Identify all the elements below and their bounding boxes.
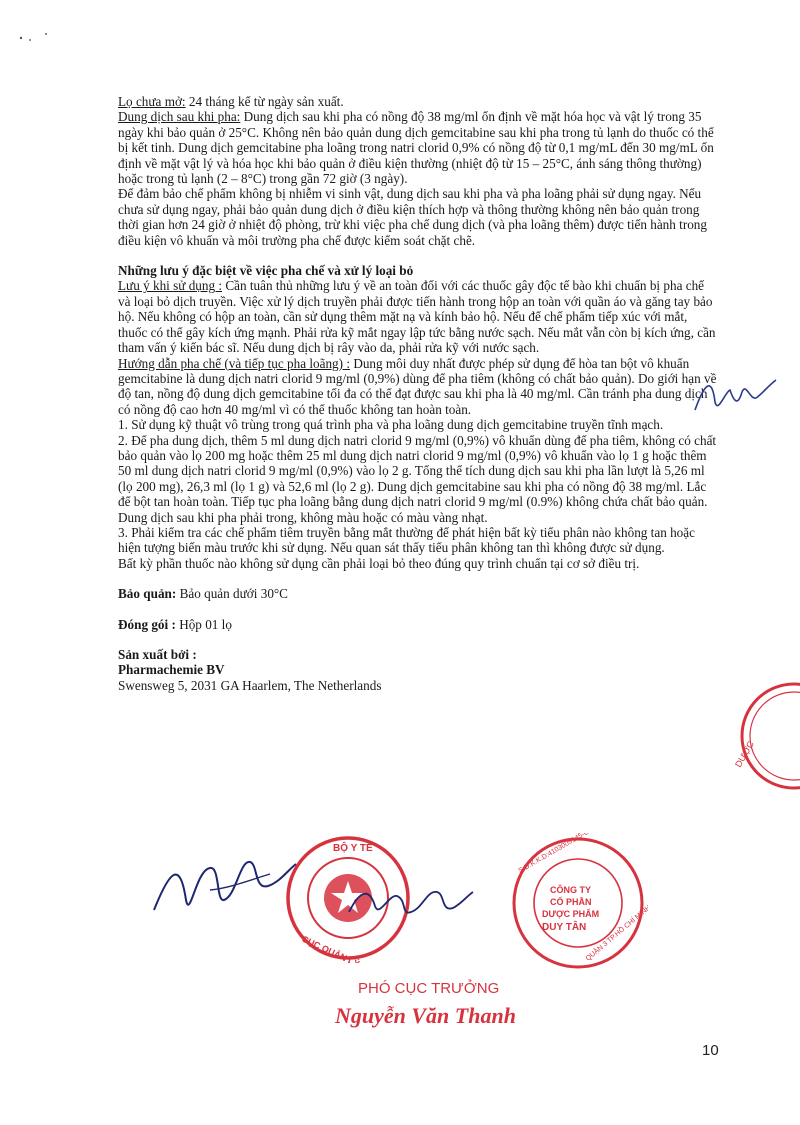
after-reconstitution: Dung dịch sau khi pha: Dung dịch sau khi pha có nồng độ 38 mg/ml ổn định về mặt hóa học và vật lý trong 35 ngày khi bảo quản ở 25°C. Không nên bảo quản dung dịch gemcitabine sau khi pha trong tủ lạnh do thuốc có thể bị kết tinh. Dung dịch gemcitabine pha loãng trong natri clorid 0,9% có nồng độ từ 0,1 mg/mL đến 30 mg/mL ổn định về mặt vật lý và hóa học khi bảo quản ở điều kiện thường (nhiệt độ từ 15 – 25°C, ánh sáng thông thường) hoặc trong tủ lạnh (2 – 8°C) trong gần 72 giờ (3 ngày). — [118, 109, 714, 187]
svg-text:DUY TÂN: DUY TÂN — [542, 922, 587, 933]
manufacturer-name: Pharmachemie BV — [118, 662, 225, 678]
preparation-guide: Hướng dẫn pha chế (và tiếp tục pha loãng) : Dung môi duy nhất được phép sử dụng để hòa tan bột vô khuẩn gemcitabine là dung dịch natri clorid 9 mg/ml (0,9%) dùng để pha tiêm (không có chất bảo quản). Do giới hạn về độ tan, nồng độ dung dịch gemcitabine tối đa có thể đạt được sau khi pha là 40 mg/ml. Cần tránh pha dung dịch có nồng độ cao hơn 40 mg/ml vì có thể thuốc không tan hoàn toàn. — [118, 355, 717, 417]
storage-line: Bảo quản: Bảo quản dưới 30°C — [118, 586, 288, 602]
step-3: 3. Phải kiểm tra các chế phẩm tiêm truyền bằng mắt thường để phát hiện bất kỳ tiểu phân nào không tan hoặc hiện tượng biến màu trước khi sử dụng. Nếu quan sát thấy tiểu phân không tan thì không được sử dụng. — [118, 524, 695, 556]
signature-left — [150, 850, 300, 935]
partial-seal-right — [722, 676, 800, 801]
manufacturer-address: Swensweg 5, 2031 GA Haarlem, The Netherlands — [118, 677, 382, 693]
svg-text:QUẬN 3 TP.HỒ CHÍ MINH: QUẬN 3 TP.HỒ CHÍ MINH — [584, 904, 648, 963]
microbiology-note: Để đảm bảo chế phẩm không bị nhiễm vi sinh vật, dung dịch sau khi pha và pha loãng phải sử dụng ngay. Nếu chưa sử dụng ngay, phải bảo quản dung dịch ở điều kiện thích hợp và thông thường không nên bảo quản trong thời gian hơn 24 giờ ở nhiệt độ phòng, trừ khi việc pha chế dung dịch (và pha loãng thêm) được tiến hành trong điều kiện vô khuẩn và môi trường pha chế được kiểm soát chặt chẽ. — [118, 186, 707, 248]
packaging-line: Đóng gói : Hộp 01 lọ — [118, 616, 232, 632]
step-2: 2. Để pha dung dịch, thêm 5 ml dung dịch natri clorid 9 mg/ml (0,9%) vô khuẩn dùng để pha tiêm, không có chất bảo quản vào lọ 200 mg hoặc thêm 25 ml dung dịch natri clorid 9 mg/ml (0,9%) vô khuẩn vào lọ 1 g hoặc thêm 50 ml dung dịch natri clorid 9 mg/ml (0,9%) vào lọ 2 g. Tổng thể tích dung dịch sau khi pha lần lượt là 5,26 ml (lọ 200 mg), 26,3 ml (lọ 1 g) và 52,6 ml (lọ 2 g). Dung dịch gemcitabine sau khi pha có nồng độ 38 mg/ml. Lắc để bột tan hoàn toàn. Tiếp tục pha loãng bằng dung dịch natri clorid 9 mg/ml (0.9%) không chứa chất bảo quản. Dung dịch sau khi pha phải trong, không màu hoặc có màu vàng nhạt. — [118, 432, 717, 525]
storage-unopened: Lọ chưa mở: 24 tháng kể từ ngày sản xuất. — [118, 94, 344, 109]
manufacturer-label: Sản xuất bởi : — [118, 647, 197, 662]
svg-text:DƯỢC: DƯỢC — [733, 739, 756, 769]
page-number: 10 — [702, 1042, 719, 1059]
svg-text:DƯỢC PHẨM: DƯỢC PHẨM — [542, 909, 600, 919]
svg-text:CỤC QUẢN LÝ DƯỢC: CỤC QUẢN LÝ DƯỢC — [300, 933, 389, 963]
section-heading: Những lưu ý đặc biệt về việc pha chế và xử lý loại bỏ — [118, 263, 414, 279]
company-seal — [508, 833, 648, 978]
signoff-title: PHÓ CỤC TRƯỞNG — [358, 980, 500, 997]
svg-text:S.Đ.K.K.D:4103009145-C.T.C.P: S.Đ.K.K.D:4103009145-C.T.C.P — [517, 833, 607, 875]
svg-text:BỘ Y TẾ: BỘ Y TẾ — [333, 843, 373, 854]
svg-text:CÔNG TY: CÔNG TY — [550, 885, 592, 895]
document-body — [118, 94, 718, 693]
usage-precautions: Lưu ý khi sử dụng : Cần tuân thủ những lưu ý về an toàn đối với các thuốc gây độc tế bào khi chuẩn bị pha chế và loại bỏ dịch truyền. Việc xử lý dịch truyền phải được tiến hành trong hộp an toàn với quần áo và găng tay bảo hộ. Nếu không có hộp an toàn, cần sử dụng thêm mặt nạ và kính bảo hộ. Nếu để chế phẩm tiếp xúc với mắt, thuốc có thể gây kích ứng mạnh. Phải rửa kỹ mắt ngay lập tức bằng nước sạch. Nếu mắt vẫn còn bị kích ứng, cần tham vấn ý kiến bác sĩ. Nếu dung dịch bị rây vào da, phải rửa kỹ với nước sạch. — [118, 278, 716, 356]
step-1: 1. Sử dụng kỹ thuật vô trùng trong quá trình pha và pha loãng dung dịch gemcitabine truyền tĩnh mạch. — [118, 417, 664, 433]
svg-text:CỔ PHẦN: CỔ PHẦN — [550, 897, 592, 907]
scan-specks — [18, 30, 58, 55]
signature-center — [345, 872, 475, 937]
disposal-note: Bất kỳ phần thuốc nào không sử dụng cần phải loại bỏ theo đúng quy trình chuẩn tại cơ sở điều trị. — [118, 555, 640, 571]
signatory-name: Nguyễn Văn Thanh — [335, 1003, 516, 1028]
margin-initial-signature — [690, 372, 780, 427]
